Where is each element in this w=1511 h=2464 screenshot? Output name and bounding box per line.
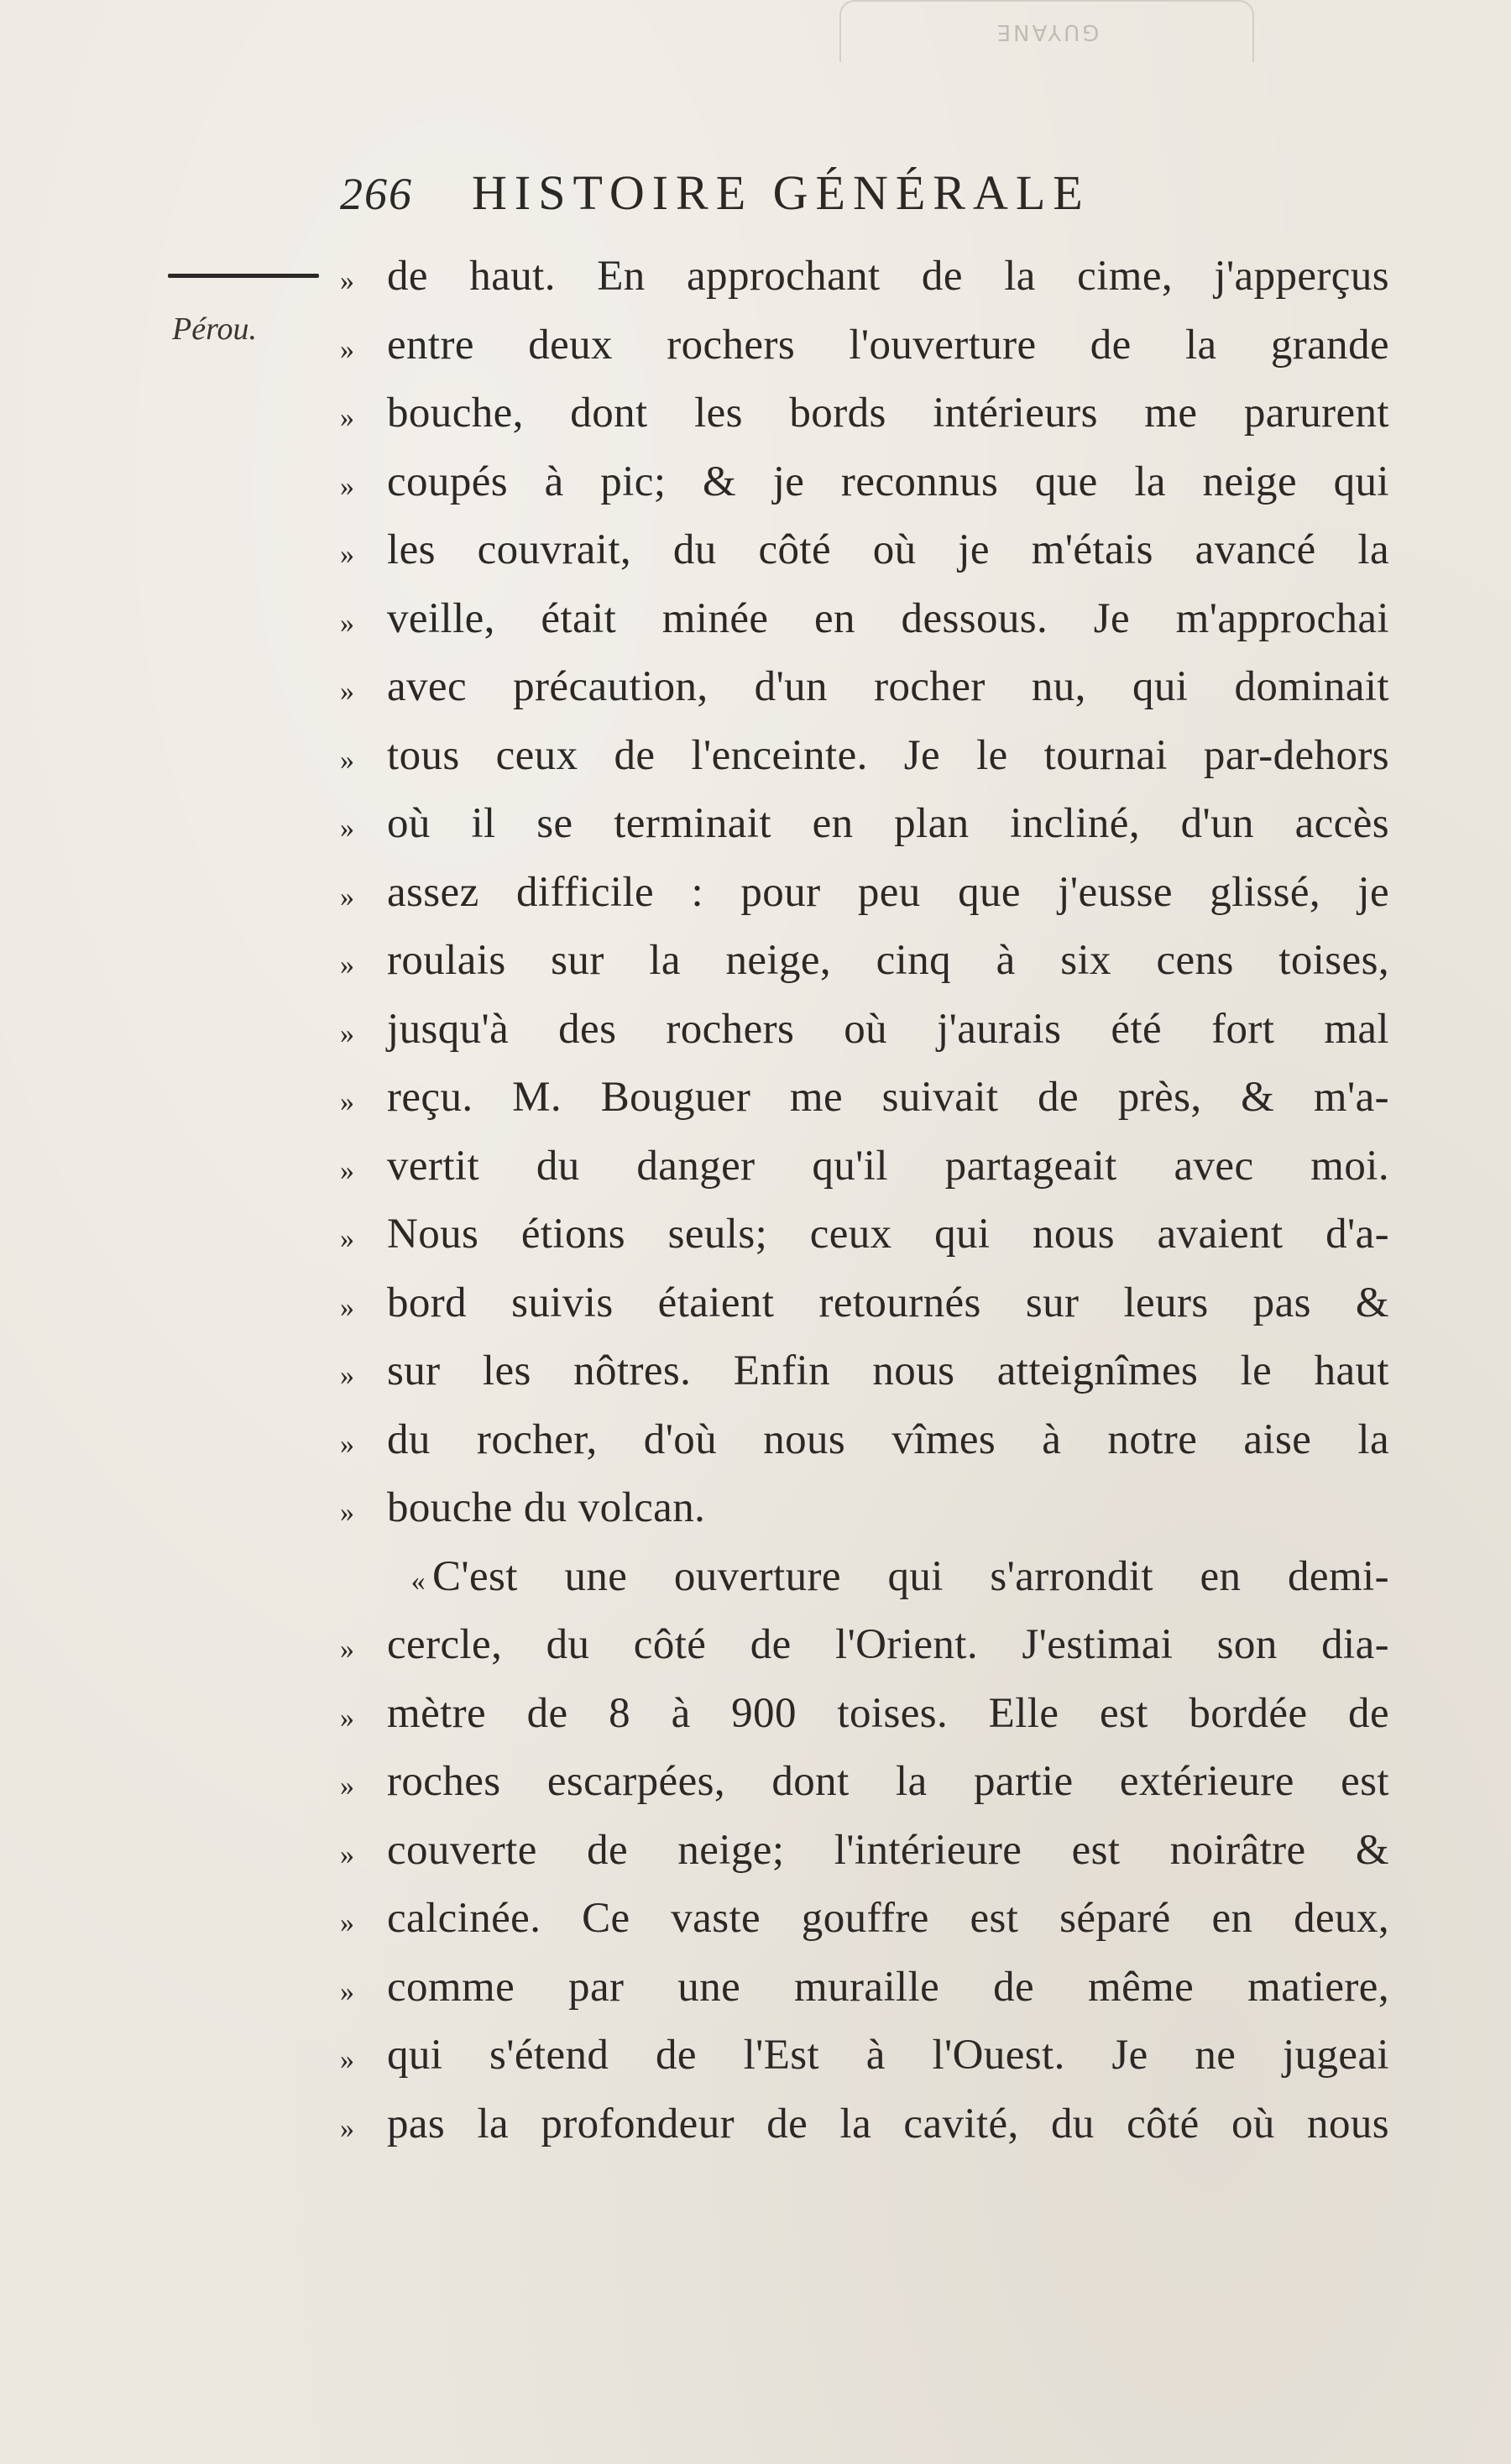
line-text: tous ceux de l'enceinte. Je le tournai par-dehors bbox=[387, 731, 1389, 779]
line-text: Nous étions seuls; ceux qui nous avaient d'a- bbox=[387, 1211, 1389, 1258]
line-text: assez difficile : pour peu que j'eusse glissé, je bbox=[387, 868, 1389, 916]
line-text: qui s'étend de l'Est à l'Ouest. Je ne jugeai bbox=[387, 2032, 1389, 2079]
quote-mark: » bbox=[340, 265, 355, 296]
quote-mark: » bbox=[340, 1018, 355, 1049]
line-text: reçu. M. Bouguer me suivait de près, & m'a- bbox=[387, 1074, 1389, 1121]
running-head: HISTOIRE GÉNÉRALE bbox=[472, 165, 1090, 220]
text-line bbox=[340, 1620, 1389, 1689]
text-line bbox=[340, 1415, 1389, 1484]
margin-rule bbox=[168, 274, 319, 278]
quote-mark: » bbox=[340, 950, 355, 981]
page-number: 266 bbox=[340, 169, 413, 219]
quote-mark: » bbox=[340, 813, 355, 844]
line-text: avec précaution, d'un rocher nu, qui dominait bbox=[387, 663, 1389, 710]
text-line bbox=[340, 321, 1389, 390]
quote-mark: » bbox=[340, 881, 355, 913]
text-line bbox=[340, 936, 1389, 1005]
line-text: C'est une ouverture qui s'arrondit en demi- bbox=[432, 1552, 1389, 1600]
quote-mark: » bbox=[340, 539, 355, 570]
line-text: de haut. En approchant de la cime, j'apperçus bbox=[387, 253, 1389, 300]
text-line bbox=[340, 252, 1389, 321]
library-stamp: GUYANE bbox=[839, 0, 1254, 62]
quote-mark: » bbox=[340, 1291, 355, 1323]
line-text: vertit du danger qu'il partageait avec moi. bbox=[387, 1142, 1389, 1190]
quote-mark: » bbox=[340, 1154, 355, 1186]
line-text: roulais sur la neige, cinq à six cens toises, bbox=[387, 937, 1389, 984]
quote-mark: » bbox=[340, 333, 355, 365]
line-text: pas la profondeur de la cavité, du côté où nous bbox=[387, 2100, 1389, 2147]
quote-mark: » bbox=[340, 1702, 355, 1734]
quote-mark: » bbox=[340, 2112, 355, 2144]
quote-mark: » bbox=[340, 1975, 355, 2007]
text-line bbox=[340, 526, 1389, 594]
line-text: bouche du volcan. bbox=[387, 1484, 706, 1531]
quote-mark: » bbox=[340, 1360, 355, 1391]
quote-mark: » bbox=[340, 1428, 355, 1460]
quote-mark: » bbox=[340, 1907, 355, 1938]
margin-note: Pérou. bbox=[172, 311, 257, 347]
text-line bbox=[340, 1689, 1389, 1758]
text-line bbox=[340, 868, 1389, 937]
line-text: cercle, du côté de l'Orient. J'estimai son dia- bbox=[387, 1621, 1389, 1668]
line-text: mètre de 8 à 900 toises. Elle est bordée de bbox=[387, 1689, 1389, 1737]
text-line bbox=[340, 2031, 1389, 2100]
line-text: comme par une muraille de même matiere, bbox=[387, 1963, 1389, 2011]
text-line bbox=[340, 389, 1389, 458]
quote-mark: » bbox=[340, 402, 355, 433]
line-text: veille, était minée en dessous. Je m'approchai bbox=[387, 594, 1389, 642]
text-line bbox=[340, 2100, 1389, 2168]
quote-mark: » bbox=[340, 607, 355, 639]
quote-mark: » bbox=[340, 1223, 355, 1254]
line-text: entre deux rochers l'ouverture de la grande bbox=[387, 321, 1389, 369]
quote-mark: « bbox=[410, 1565, 426, 1597]
line-text: les couvrait, du côté où je m'étais avancé la bbox=[387, 526, 1389, 573]
quote-mark: » bbox=[340, 2044, 355, 2075]
text-line bbox=[340, 1210, 1389, 1279]
text-line bbox=[340, 1347, 1389, 1415]
quote-mark: » bbox=[340, 1771, 355, 1802]
line-text: coupés à pic; & je reconnus que la neige qui bbox=[387, 458, 1389, 505]
text-line bbox=[340, 1826, 1389, 1895]
text-line bbox=[340, 1483, 1389, 1552]
text-line bbox=[340, 594, 1389, 663]
page-header bbox=[340, 165, 1255, 223]
quote-mark: » bbox=[340, 1086, 355, 1117]
text-line bbox=[340, 1757, 1389, 1826]
text-line bbox=[340, 731, 1389, 800]
text-line bbox=[340, 458, 1389, 526]
text-line bbox=[340, 1894, 1389, 1963]
line-text: où il se terminait en plan incliné, d'un accès bbox=[387, 800, 1389, 847]
text-line bbox=[340, 1279, 1389, 1347]
line-text: du rocher, d'où nous vîmes à notre aise la bbox=[387, 1415, 1389, 1463]
line-text: sur les nôtres. Enfin nous atteignîmes le haut bbox=[387, 1347, 1389, 1394]
line-text: bouche, dont les bords intérieurs me parurent bbox=[387, 390, 1389, 437]
text-line bbox=[340, 1552, 1389, 1621]
quote-mark: » bbox=[340, 1634, 355, 1665]
text-line bbox=[340, 1073, 1389, 1142]
quote-mark: » bbox=[340, 1497, 355, 1528]
text-line bbox=[340, 662, 1389, 731]
text-line bbox=[340, 1005, 1389, 1074]
quote-mark: » bbox=[340, 744, 355, 776]
line-text: roches escarpées, dont la partie extérieure est bbox=[387, 1758, 1389, 1805]
text-line bbox=[340, 799, 1389, 868]
quote-mark: » bbox=[340, 1839, 355, 1870]
text-line bbox=[340, 1963, 1389, 2032]
text-line bbox=[340, 1142, 1389, 1211]
quote-mark: » bbox=[340, 470, 355, 502]
line-text: couverte de neige; l'intérieure est noirâtre & bbox=[387, 1826, 1389, 1874]
body-text bbox=[340, 252, 1389, 2168]
quote-mark: » bbox=[340, 676, 355, 707]
line-text: calcinée. Ce vaste gouffre est séparé en deux, bbox=[387, 1895, 1389, 1942]
line-text: bord suivis étaient retournés sur leurs pas & bbox=[387, 1279, 1389, 1326]
line-text: jusqu'à des rochers où j'aurais été fort mal bbox=[387, 1005, 1389, 1053]
